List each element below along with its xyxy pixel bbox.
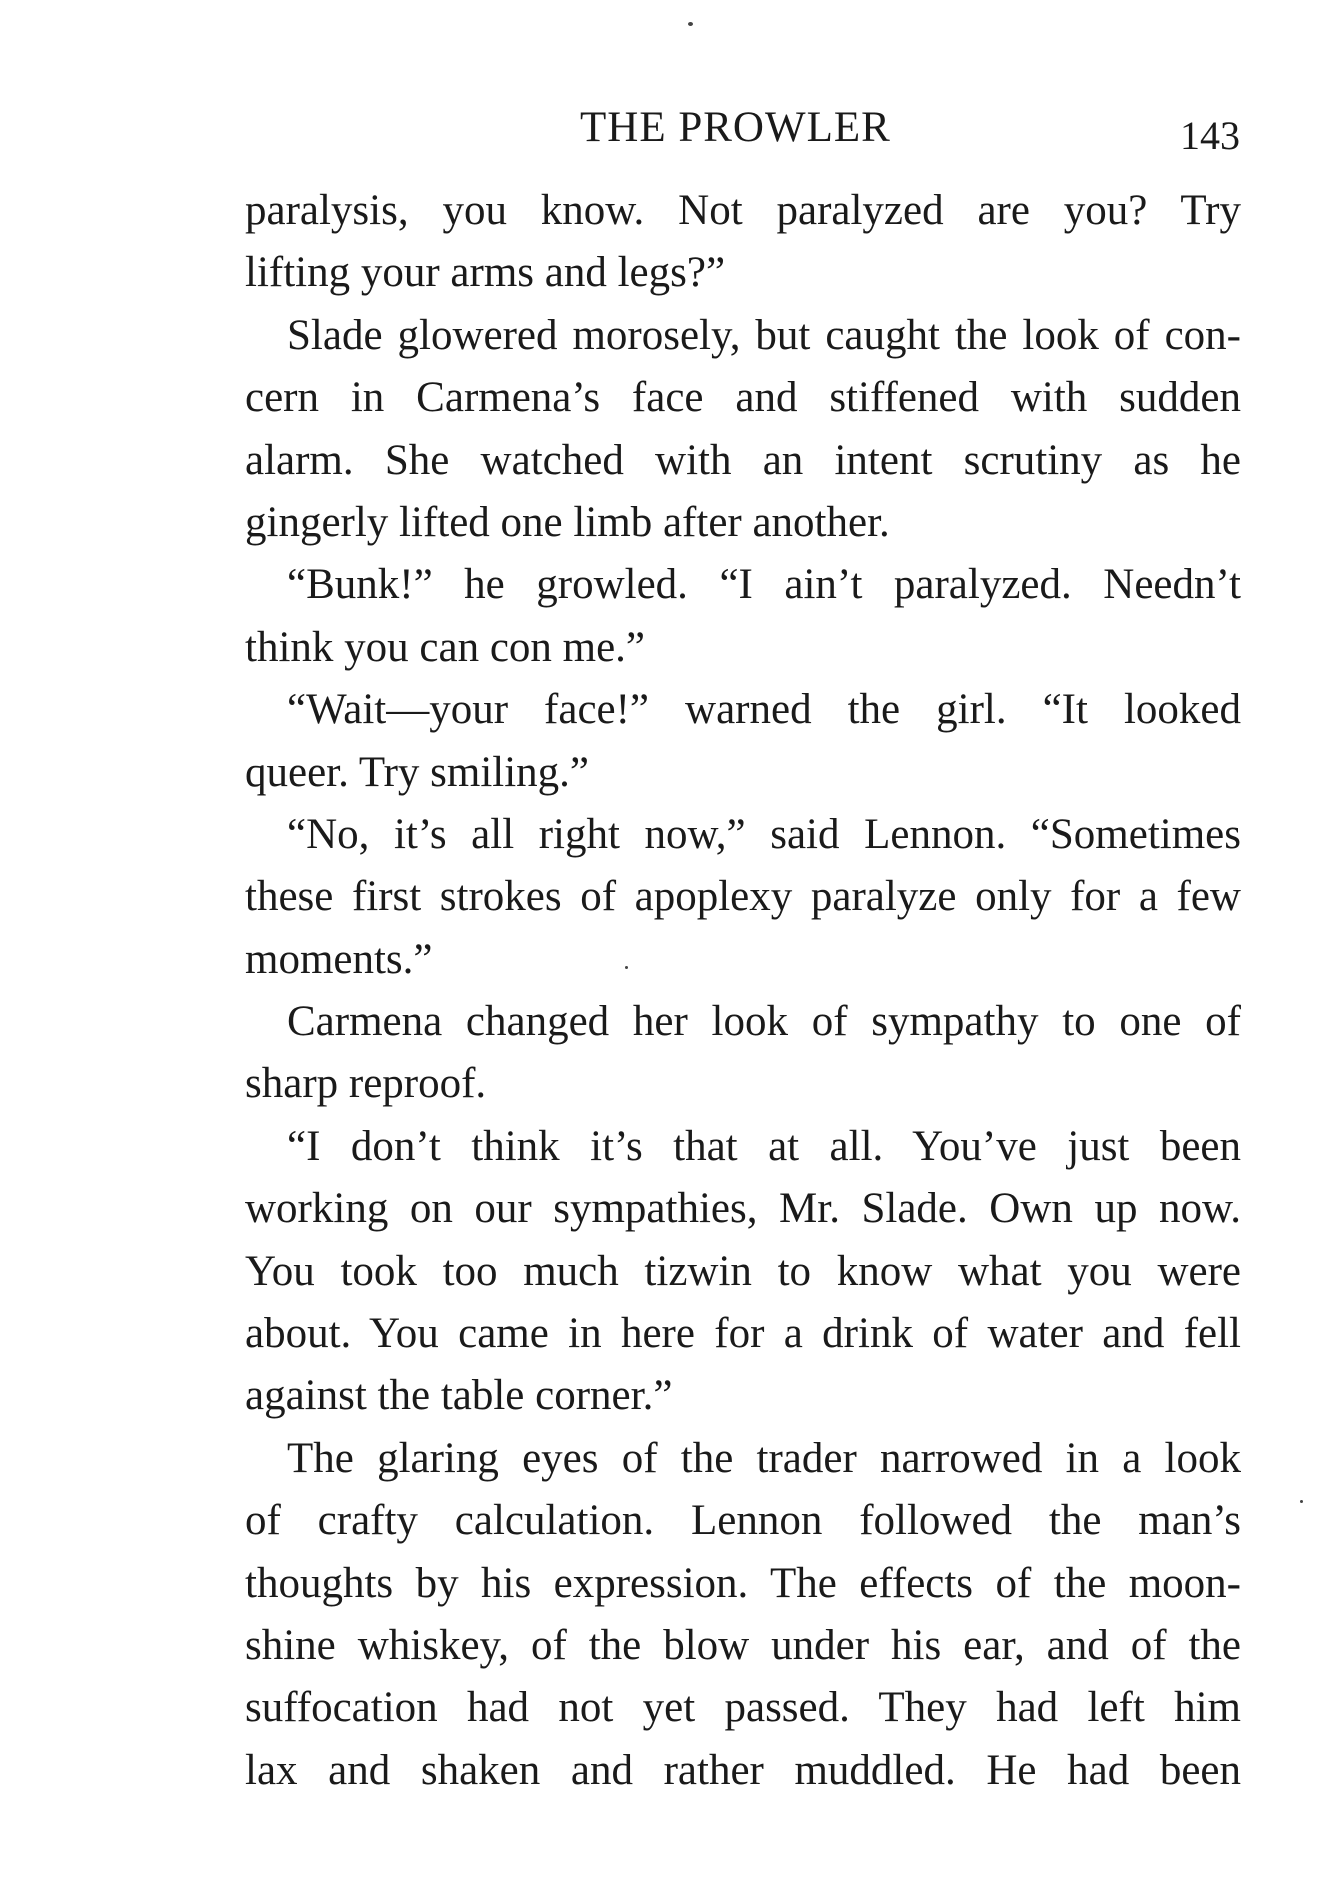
text-line: The glaring eyes of the trader narrowed in a look: [287, 1434, 1241, 1482]
text-line: shine whiskey, of the blow under his ear, and of the: [245, 1621, 1241, 1669]
text-line: think you can con me.”: [245, 623, 646, 671]
text-line: these first strokes of apoplexy paralyze only for a few: [245, 873, 1241, 921]
body-text: [245, 180, 1241, 1802]
text-line: alarm. She watched with an intent scrutiny as he: [245, 436, 1241, 484]
print-speck: [688, 22, 693, 26]
text-line: gingerly lifted one limb after another.: [245, 498, 890, 546]
text-line: working on our sympathies, Mr. Slade. Own up now.: [245, 1185, 1241, 1233]
text-line: lifting your arms and legs?”: [245, 249, 726, 297]
text-line: lax and shaken and rather muddled. He had been: [245, 1746, 1241, 1794]
text-line: You took too much tizwin to know what you were: [245, 1247, 1241, 1295]
text-line: of crafty calculation. Lennon followed the man’s: [245, 1497, 1241, 1545]
text-line: “Wait—your face!” warned the girl. “It looked: [287, 686, 1241, 734]
page-number: 143: [1180, 113, 1240, 158]
text-line: moments.”: [245, 935, 433, 983]
text-line: sharp reproof.: [245, 1060, 487, 1108]
running-title: THE PROWLER: [580, 104, 891, 151]
print-speck: [1300, 1500, 1303, 1503]
text-line: “No, it’s all right now,” said Lennon. “Sometimes: [287, 810, 1241, 858]
text-line: “I don’t think it’s that at all. You’ve just been: [287, 1122, 1241, 1170]
text-line: queer. Try smiling.”: [245, 748, 590, 796]
text-line: paralysis, you know. Not paralyzed are you? Try: [245, 187, 1241, 234]
text-line: Carmena changed her look of sympathy to one of: [287, 998, 1241, 1046]
text-line: suffocation had not yet passed. They had left him: [245, 1684, 1241, 1732]
text-line: “Bunk!” he growled. “I ain’t paralyzed. Needn’t: [287, 561, 1241, 609]
text-line: Slade glowered morosely, but caught the look of con-: [287, 311, 1241, 359]
text-line: against the table corner.”: [245, 1372, 673, 1420]
running-head: [0, 98, 1335, 158]
text-line: about. You came in here for a drink of water and fell: [245, 1310, 1241, 1358]
text-line: thoughts by his expression. The effects of the moon-: [245, 1559, 1241, 1607]
text-line: cern in Carmena’s face and stiffened with sudden: [245, 374, 1241, 422]
